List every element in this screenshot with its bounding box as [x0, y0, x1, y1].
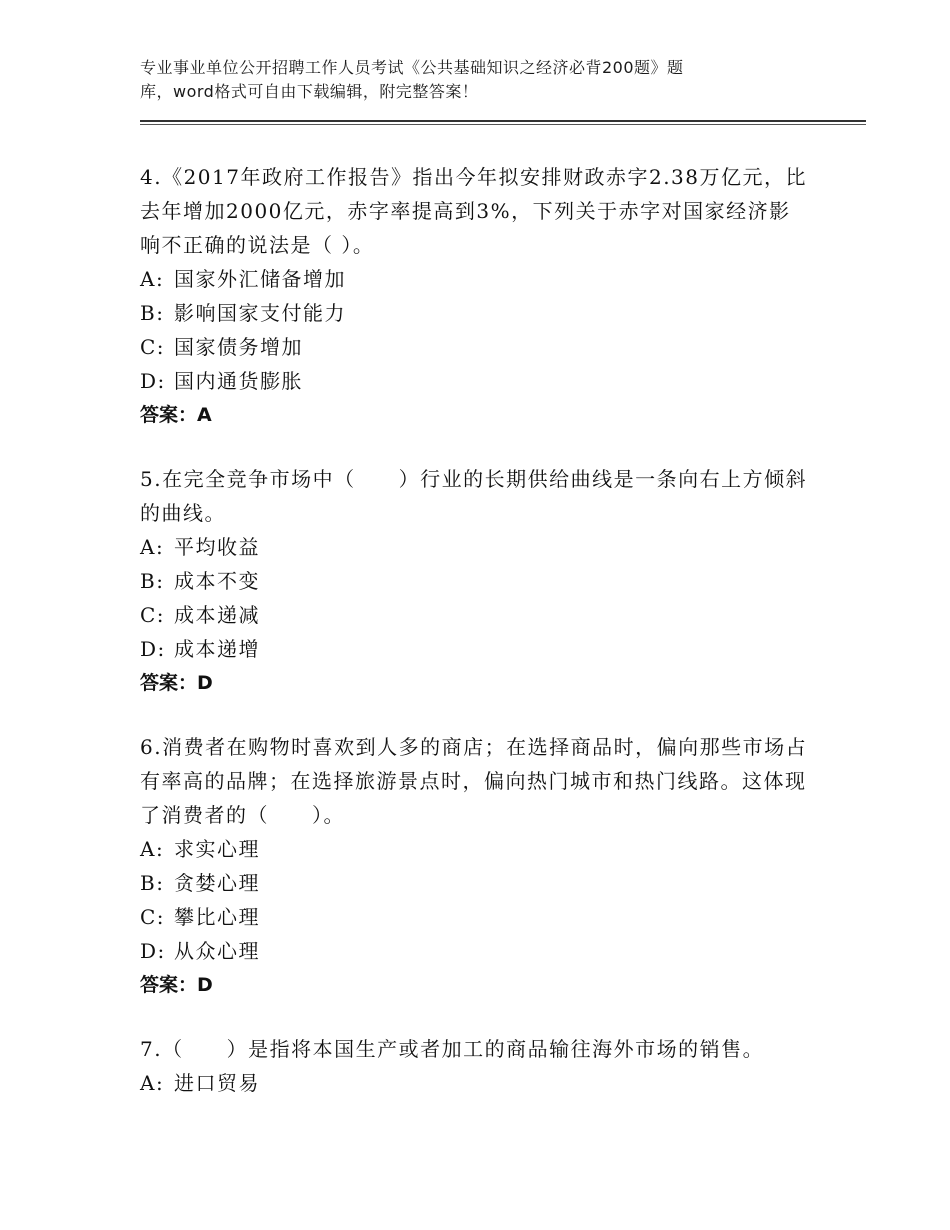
option-text: 成本递减 [174, 603, 260, 627]
option-text: 国家债务增加 [174, 335, 303, 359]
option-b [140, 866, 810, 900]
option-text: 攀比心理 [174, 905, 260, 929]
option-text: 进口贸易 [174, 1071, 260, 1095]
option-text: 国内通货膨胀 [174, 369, 303, 393]
option-a [140, 832, 810, 866]
question-text: 7.（ ）是指将本国生产或者加工的商品输往海外市场的销售。 [140, 1037, 765, 1061]
option-key: D: [140, 939, 166, 963]
answer-label: 答案：D [140, 974, 213, 996]
question-text: 6.消费者在购物时喜欢到人多的商店；在选择商品时，偏向那些市场占有率高的品牌；在选择旅游景点时，偏向热门城市和热门线路。这体现了消费者的（ ）。 [140, 735, 808, 827]
option-text: 成本不变 [174, 569, 260, 593]
question-text: 5.在完全竞争市场中（ ）行业的长期供给曲线是一条向右上方倾斜的曲线。 [140, 467, 808, 525]
option-a [140, 262, 810, 296]
option-text: 贪婪心理 [174, 871, 260, 895]
option-text: 成本递增 [174, 637, 260, 661]
header-divider-thin [140, 124, 866, 125]
document-header [140, 56, 780, 104]
option-text: 国家外汇储备增加 [174, 267, 346, 291]
question-text: 4.《2017年政府工作报告》指出今年拟安排财政赤字2.38万亿元，比去年增加2000亿元，赤字率提高到3%，下列关于赤字对国家经济影响不正确的说法是（ ）。 [140, 165, 808, 257]
option-b [140, 296, 810, 330]
header-divider [140, 120, 866, 122]
option-key: A: [140, 837, 165, 861]
question-7 [140, 1032, 810, 1100]
option-text: 从众心理 [174, 939, 260, 963]
option-d [140, 934, 810, 968]
option-key: D: [140, 369, 166, 393]
option-key: C: [140, 603, 166, 627]
option-key: B: [140, 301, 165, 325]
option-text: 影响国家支付能力 [174, 301, 346, 325]
option-d [140, 364, 810, 398]
option-a [140, 1066, 810, 1100]
question-6 [140, 730, 810, 1002]
option-key: B: [140, 569, 165, 593]
question-5 [140, 462, 810, 700]
question-4 [140, 160, 810, 432]
option-key: C: [140, 905, 166, 929]
option-c [140, 330, 810, 364]
option-key: B: [140, 871, 165, 895]
option-text: 平均收益 [174, 535, 260, 559]
option-c [140, 900, 810, 934]
option-key: D: [140, 637, 166, 661]
question-list [140, 160, 810, 1130]
option-a [140, 530, 810, 564]
answer-label: 答案：D [140, 672, 213, 694]
option-key: C: [140, 335, 166, 359]
header-line-2: 库，word格式可自由下载编辑，附完整答案！ [140, 82, 479, 101]
option-key: A: [140, 267, 165, 291]
option-key: A: [140, 1071, 165, 1095]
option-b [140, 564, 810, 598]
option-c [140, 598, 810, 632]
header-line-1: 专业事业单位公开招聘工作人员考试《公共基础知识之经济必背200题》题 [140, 58, 684, 77]
option-key: A: [140, 535, 165, 559]
option-text: 求实心理 [174, 837, 260, 861]
answer-label: 答案：A [140, 404, 212, 426]
option-d [140, 632, 810, 666]
